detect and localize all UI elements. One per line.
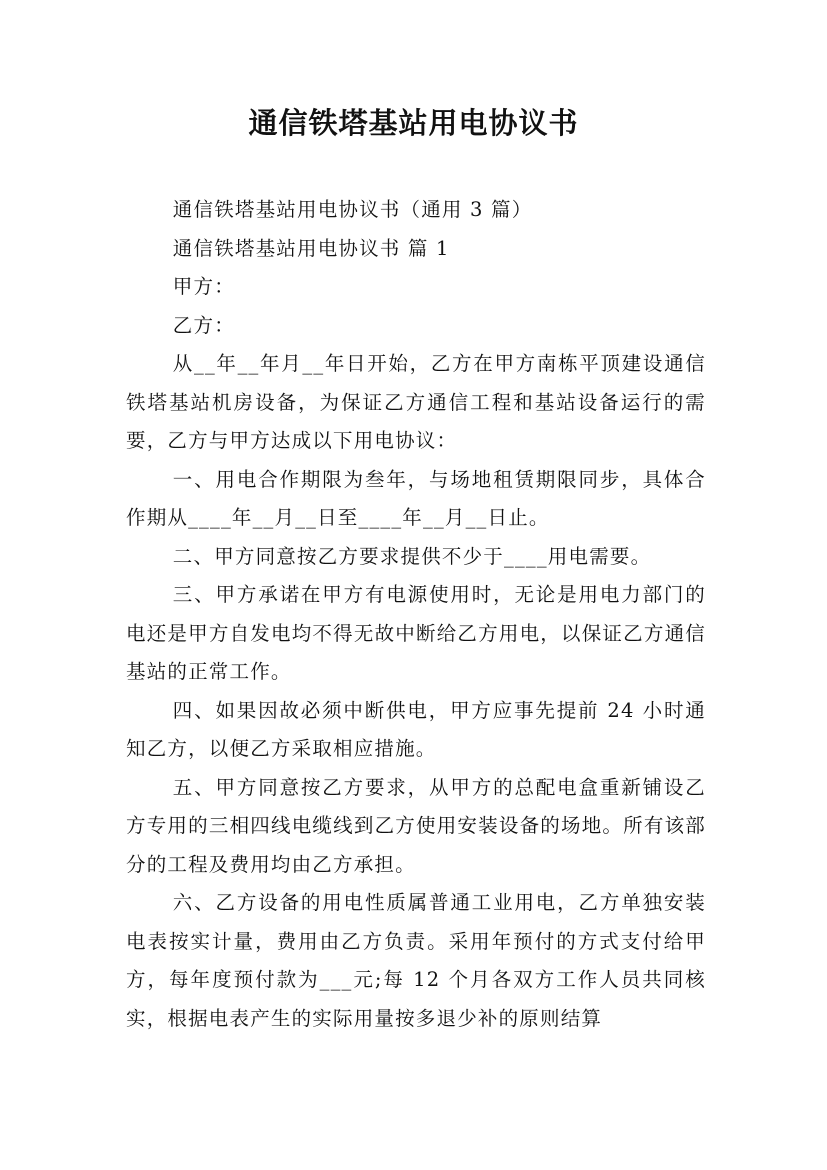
paragraph-section-heading: 通信铁塔基站用电协议书 篇 1 — [172, 236, 450, 260]
paragraph-party-a: 甲方： — [172, 275, 235, 298]
paragraph-subtitle: 通信铁塔基站用电协议书（通用 3 篇） — [172, 198, 533, 221]
paragraph-party-b: 乙方： — [172, 313, 235, 337]
document-title: 通信铁塔基站用电协议书 — [248, 106, 579, 140]
paragraph-clause-4: 四、如果因故必须中断供电，甲方应事先提前 24 小时通知乙方，以便乙方采取相应措施。 — [126, 698, 706, 760]
paragraph-clause-3: 三、甲方承诺在甲方有电源使用时，无论是用电力部门的电还是甲方自发电均不得无故中断给乙方用电，以保证乙方通信基站的正常工作。 — [126, 583, 706, 683]
paragraph-clause-2: 二、甲方同意按乙方要求提供不少于____用电需要。 — [172, 544, 652, 568]
paragraph-clause-1: 一、用电合作期限为叁年，与场地租赁期限同步，具体合作期从____年__月__日至____年__月__日止。 — [126, 467, 706, 529]
document-body — [126, 191, 706, 1038]
paragraph-clause-6: 六、乙方设备的用电性质属普通工业用电，乙方单独安装电表按实计量，费用由乙方负责。采用年预付的方式支付给甲方，每年度预付款为___元;每 12 个月各双方工作人员共同核实，根据电表产生的实际用量按多退少补的原则结算 — [126, 891, 706, 1030]
paragraph-intro: 从__年__年月__年日开始，乙方在甲方南栋平顶建设通信铁塔基站机房设备，为保证乙方通信工程和基站设备运行的需要，乙方与甲方达成以下用电协议： — [126, 352, 706, 452]
paragraph-clause-5: 五、甲方同意按乙方要求，从甲方的总配电盒重新铺设乙方专用的三相四线电缆线到乙方使用安装设备的场地。所有该部分的工程及费用均由乙方承担。 — [126, 775, 706, 876]
